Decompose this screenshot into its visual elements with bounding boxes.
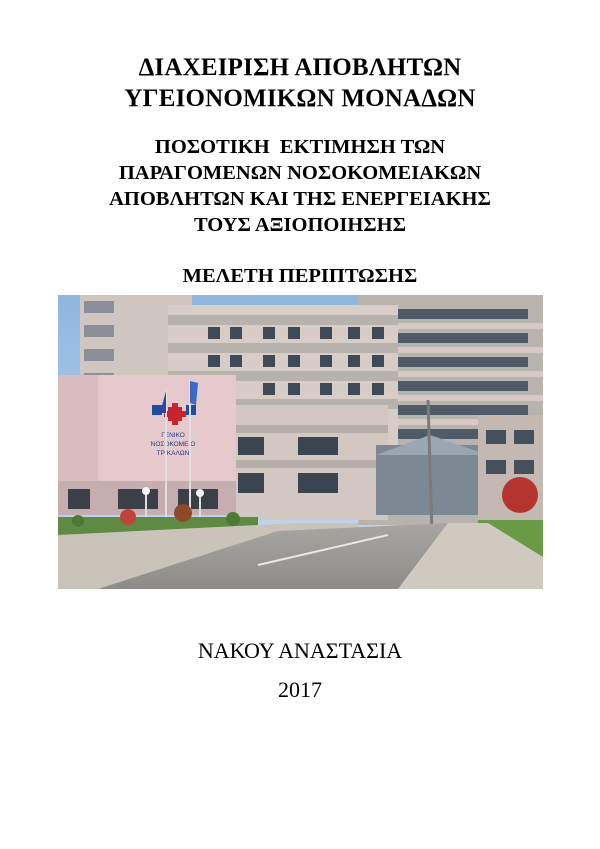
- author-name: ΝΑΚΟΥ ΑΝΑΣΤΑΣΙΑ: [197, 638, 403, 663]
- subtitle-line-4: ΤΟΥΣ ΑΞΙΟΠΟΙΗΣΗΣ: [193, 214, 407, 236]
- subtitle-line-3: ΑΠΟΒΛΗΤΩΝ ΚΑΙ ΤΗΣ ΕΝΕΡΓΕΙΑΚΗΣ: [109, 188, 491, 210]
- hospital-photo: [58, 295, 543, 589]
- subtitle-line-2: ΠΑΡΑΓΟΜΕΝΩΝ ΝΟΣΟΚΟΜΕΙΑΚΩΝ: [118, 162, 482, 184]
- title-line-2: ΥΓΕΙΟΝΟΜΙΚΩΝ ΜΟΝΑΔΩΝ: [124, 85, 476, 112]
- subtitle-line-1: ΠΟΣΟΤΙΚΗ ΕΚΤΙΜΗΣΗ ΤΩΝ: [154, 136, 446, 158]
- title-line-1: ΔΙΑΧΕΙΡΙΣΗ ΑΠΟΒΛΗΤΩΝ: [138, 54, 462, 81]
- sign-line-3: ΤΡΙΚΑΛΩΝ: [156, 450, 190, 457]
- sign-line-2: ΝΟΣΟΚΟΜΕΙΟ: [150, 441, 196, 448]
- sign-line-1: ΓΕΝΙΚΟ: [161, 432, 185, 439]
- case-study-heading: ΜΕΛΕΤΗ ΠΕΡΙΠΤΩΣΗΣ: [182, 265, 418, 287]
- publication-year: 2017: [278, 677, 322, 702]
